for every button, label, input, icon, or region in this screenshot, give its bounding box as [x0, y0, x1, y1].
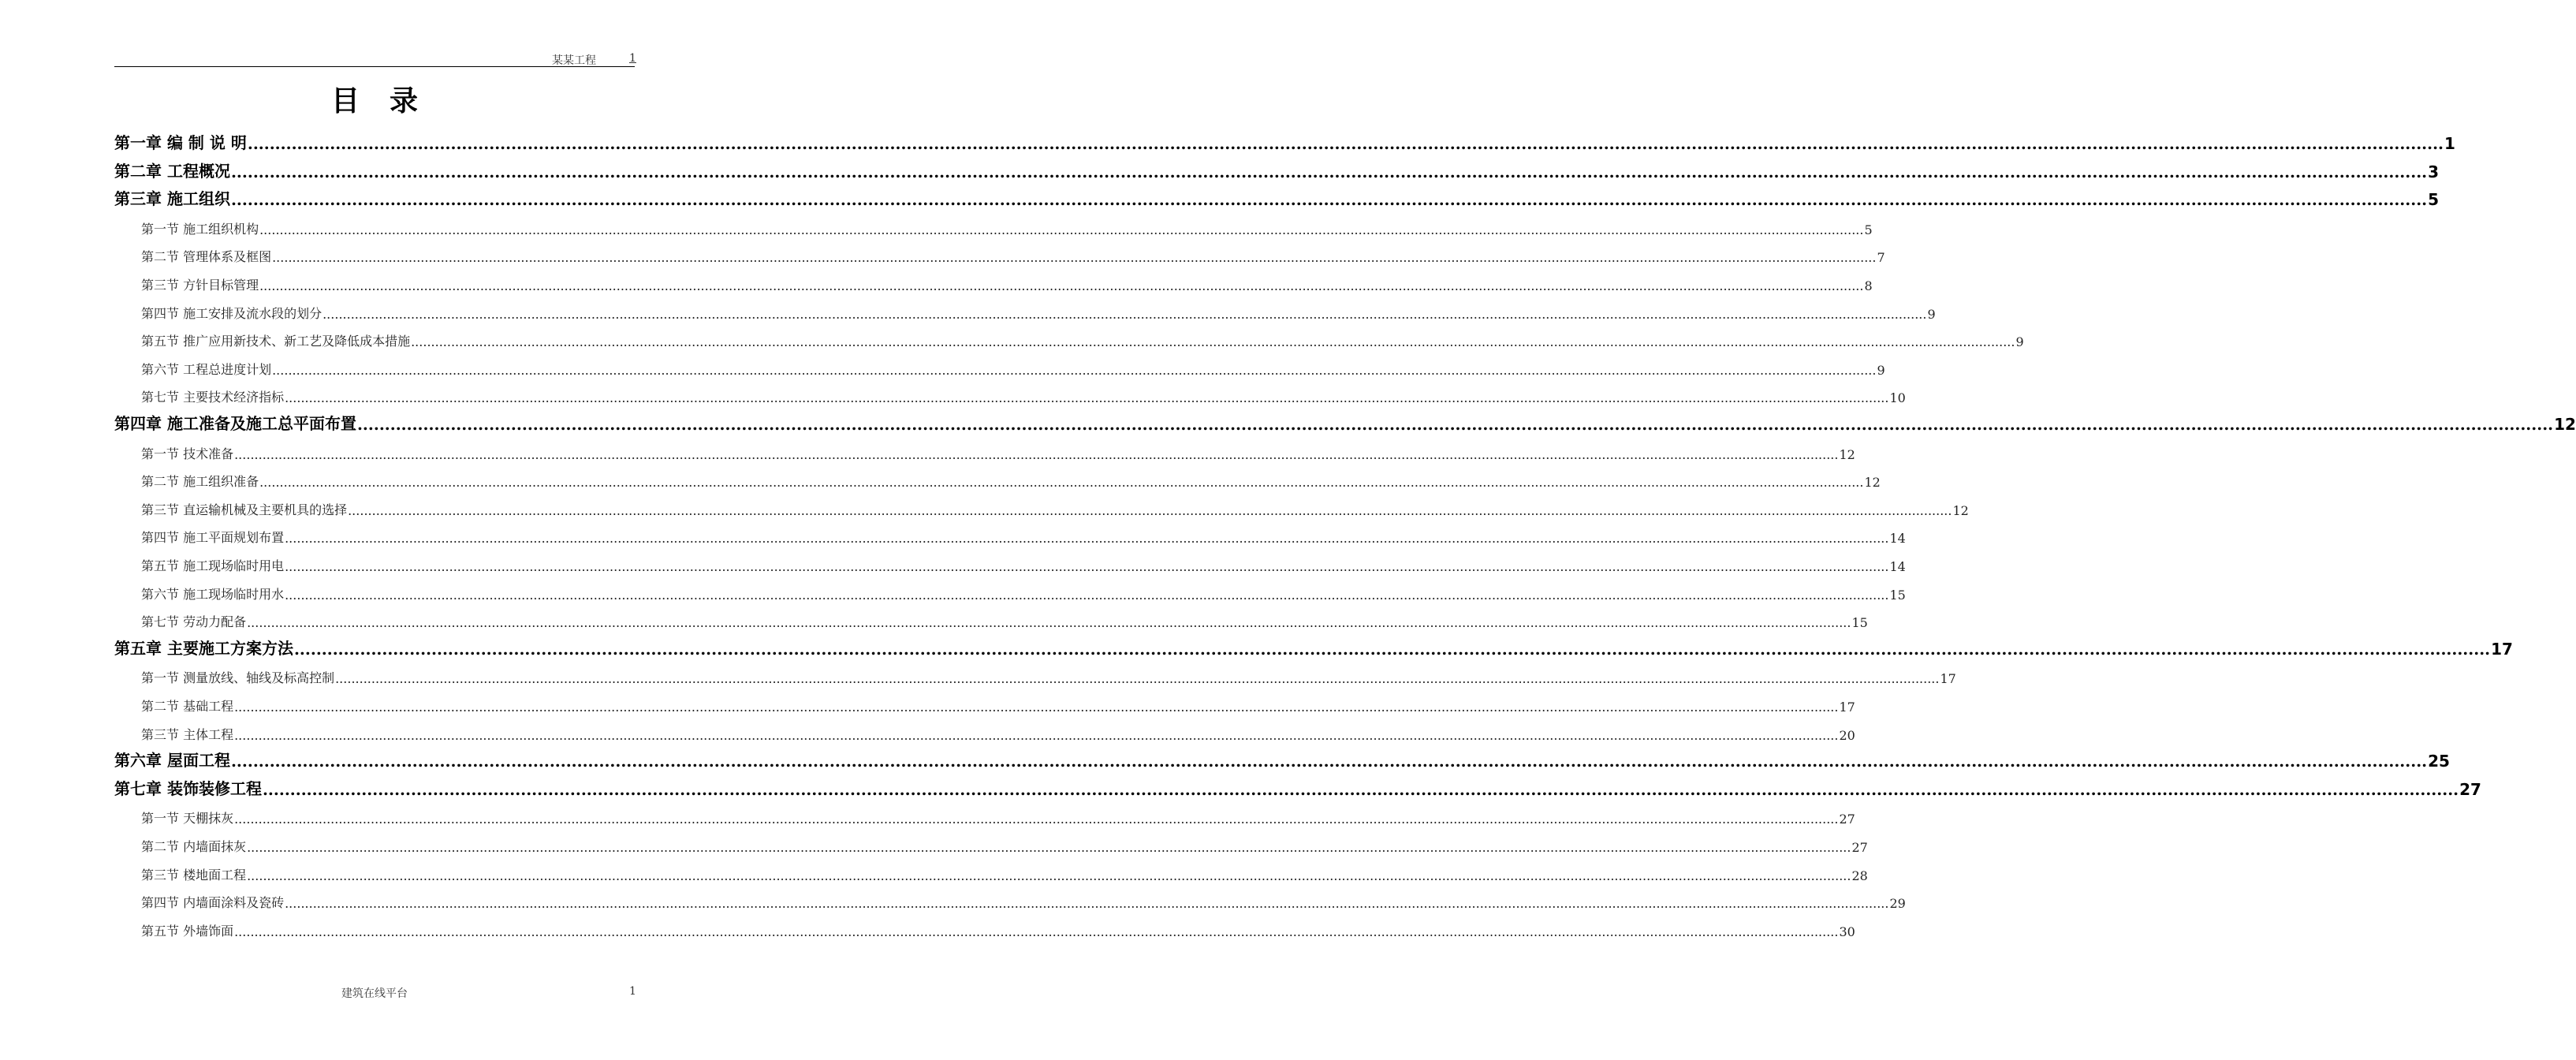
toc-entry-label: 第四节 内墙面涂料及瓷砖 [141, 895, 285, 910]
toc-entry-label: 第七章 装饰装修工程 [114, 779, 262, 798]
toc-entry-label: 第三节 方针目标管理 [141, 278, 259, 293]
toc-section-entry[interactable] [141, 332, 2024, 349]
toc-entry-label: 第一节 测量放线、轴线及标高控制 [141, 670, 335, 685]
toc-section-entry[interactable] [141, 557, 1906, 574]
toc-entry-page: 17 [2491, 640, 2513, 659]
toc-dot-leader: ................................................................................................................................................................................................................................................................................................................................................................................................................ [234, 812, 1839, 827]
toc-dot-leader: ................................................................................................................................................................................................................................................................................................................................................................................................................ [285, 531, 1889, 546]
header-divider [114, 66, 635, 67]
toc-section-entry[interactable] [141, 697, 1855, 715]
toc-entry-page: 12 [2554, 415, 2576, 434]
toc-entry-label: 第三节 主体工程 [141, 727, 234, 742]
toc-chapter-entry[interactable] [114, 777, 2481, 799]
toc-section-entry[interactable] [141, 922, 1855, 939]
toc-entry-page: 25 [2428, 752, 2450, 771]
toc-dot-leader: ................................................................................................................................................................................................................................................................................................................................................................................................................ [285, 896, 1889, 911]
toc-section-entry[interactable] [141, 866, 1868, 883]
toc-entry-page: 15 [1889, 588, 1906, 603]
toc-dot-leader: ................................................................................................................................................................................................................................................................................................................................................................................................................ [272, 250, 1877, 265]
toc-entry-page: 9 [1877, 363, 1885, 378]
toc-section-entry[interactable] [141, 669, 1956, 686]
toc-entry-label: 第二节 内墙面抹灰 [141, 839, 247, 854]
toc-dot-leader: ................................................................................................................................................................................................................................................................................................................................................................................................................ [285, 588, 1889, 603]
toc-section-entry[interactable] [141, 613, 1868, 630]
toc-dot-leader: ................................................................................................................................................................................................................................................................................................................................................................................................................ [230, 752, 2428, 771]
toc-entry-label: 第六节 工程总进度计划 [141, 362, 272, 377]
toc-dot-leader: ................................................................................................................................................................................................................................................................................................................................................................................................................ [247, 840, 1851, 855]
toc-entry-page: 12 [1864, 475, 1881, 490]
toc-dot-leader: ................................................................................................................................................................................................................................................................................................................................................................................................................ [230, 162, 2428, 181]
toc-entry-label: 第三章 施工组织 [114, 189, 230, 208]
toc-entry-page: 28 [1851, 868, 1868, 883]
toc-section-entry[interactable] [141, 501, 1969, 518]
header-project-name: 某某工程 [552, 54, 596, 67]
toc-entry-page: 5 [1864, 222, 1873, 237]
toc-dot-leader: ................................................................................................................................................................................................................................................................................................................................................................................................................ [262, 780, 2459, 799]
toc-entry-label: 第一节 施工组织机构 [141, 222, 259, 237]
toc-dot-leader: ................................................................................................................................................................................................................................................................................................................................................................................................................ [234, 447, 1839, 462]
toc-entry-label: 第二节 基础工程 [141, 699, 234, 714]
footer-page-number: 1 [629, 985, 636, 998]
toc-dot-leader: ................................................................................................................................................................................................................................................................................................................................................................................................................ [356, 415, 2554, 434]
toc-dot-leader: ................................................................................................................................................................................................................................................................................................................................................................................................................ [335, 671, 1940, 686]
toc-entry-page: 15 [1851, 615, 1868, 630]
toc-dot-leader: ................................................................................................................................................................................................................................................................................................................................................................................................................ [247, 615, 1851, 630]
toc-section-entry[interactable] [141, 388, 1906, 405]
toc-dot-leader: ................................................................................................................................................................................................................................................................................................................................................................................................................ [259, 222, 1864, 237]
toc-dot-leader: ................................................................................................................................................................................................................................................................................................................................................................................................................ [234, 924, 1839, 939]
toc-section-entry[interactable] [141, 220, 1873, 237]
toc-entry-label: 第四章 施工准备及施工总平面布置 [114, 414, 356, 433]
toc-dot-leader: ................................................................................................................................................................................................................................................................................................................................................................................................................ [348, 503, 1952, 518]
toc-entry-page: 7 [1877, 250, 1885, 265]
toc-dot-leader: ................................................................................................................................................................................................................................................................................................................................................................................................................ [285, 559, 1889, 574]
toc-chapter-entry[interactable] [114, 159, 2440, 181]
toc-entry-page: 17 [1940, 671, 1956, 686]
toc-chapter-entry[interactable] [114, 187, 2440, 209]
toc-entry-label: 第四节 施工平面规划布置 [141, 530, 285, 545]
toc-entry-label: 第二节 管理体系及框图 [141, 249, 272, 264]
toc-entry-label: 第五章 主要施工方案方法 [114, 639, 293, 658]
toc-entry-page: 10 [1889, 390, 1906, 405]
toc-dot-leader: ................................................................................................................................................................................................................................................................................................................................................................................................................ [285, 390, 1889, 405]
toc-entry-page: 8 [1864, 278, 1873, 293]
toc-section-entry[interactable] [141, 445, 1855, 462]
toc-chapter-entry[interactable] [114, 131, 2455, 153]
toc-entry-label: 第二节 施工组织准备 [141, 474, 259, 489]
toc-entry-label: 第三节 楼地面工程 [141, 868, 247, 883]
toc-entry-label: 第五节 外墙饰面 [141, 924, 234, 939]
toc-section-entry[interactable] [141, 894, 1906, 911]
footer-text: 建筑在线平台 [341, 987, 408, 1000]
toc-chapter-entry[interactable] [114, 412, 2576, 434]
toc-section-entry[interactable] [141, 585, 1906, 603]
toc-entry-label: 第一节 天棚抹灰 [141, 811, 234, 826]
toc-entry-page: 27 [1839, 812, 1855, 827]
toc-entry-page: 27 [2459, 780, 2481, 799]
toc-entry-label: 第一章 编 制 说 明 [114, 133, 247, 152]
toc-entry-label: 第六章 屋面工程 [114, 751, 230, 770]
toc-section-entry[interactable] [141, 276, 1873, 293]
toc-entry-page: 20 [1839, 728, 1855, 743]
toc-dot-leader: ................................................................................................................................................................................................................................................................................................................................................................................................................ [272, 363, 1877, 378]
toc-dot-leader: ................................................................................................................................................................................................................................................................................................................................................................................................................ [322, 307, 1927, 322]
toc-entry-page: 9 [2015, 334, 2024, 349]
toc-section-entry[interactable] [141, 360, 1885, 378]
toc-entry-label: 第七节 主要技术经济指标 [141, 390, 285, 405]
toc-entry-page: 12 [1839, 447, 1855, 462]
toc-entry-page: 30 [1839, 924, 1855, 939]
toc-dot-leader: ................................................................................................................................................................................................................................................................................................................................................................................................................ [247, 868, 1851, 883]
toc-dot-leader: ................................................................................................................................................................................................................................................................................................................................................................................................................ [230, 190, 2428, 209]
toc-entry-label: 第六节 施工现场临时用水 [141, 587, 285, 602]
toc-chapter-entry[interactable] [114, 636, 2513, 659]
header-page-number: 1 [629, 52, 636, 65]
toc-entry-label: 第五节 施工现场临时用电 [141, 558, 285, 573]
toc-dot-leader: ................................................................................................................................................................................................................................................................................................................................................................................................................ [234, 700, 1839, 715]
toc-entry-page: 3 [2428, 162, 2440, 181]
toc-entry-page: 9 [1927, 307, 1936, 322]
toc-section-entry[interactable] [141, 528, 1906, 546]
toc-dot-leader: ................................................................................................................................................................................................................................................................................................................................................................................................................ [247, 134, 2444, 153]
toc-entry-page: 12 [1952, 503, 1969, 518]
toc-title: 目录 [330, 85, 448, 118]
toc-dot-leader: ................................................................................................................................................................................................................................................................................................................................................................................................................ [259, 278, 1864, 293]
toc-entry-label: 第三节 直运输机械及主要机具的选择 [141, 502, 348, 517]
toc-entry-page: 14 [1889, 559, 1906, 574]
toc-dot-leader: ................................................................................................................................................................................................................................................................................................................................................................................................................ [293, 640, 2491, 659]
toc-entry-label: 第一节 技术准备 [141, 446, 234, 461]
toc-chapter-entry[interactable] [114, 748, 2450, 771]
toc-entry-label: 第四节 施工安排及流水段的划分 [141, 306, 322, 321]
toc-section-entry[interactable] [141, 809, 1855, 827]
toc-entry-page: 29 [1889, 896, 1906, 911]
toc-entry-page: 1 [2444, 134, 2455, 153]
toc-entry-page: 14 [1889, 531, 1906, 546]
toc-entry-label: 第二章 工程概况 [114, 162, 230, 181]
toc-section-entry[interactable] [141, 248, 1885, 265]
toc-entry-label: 第七节 劳动力配备 [141, 614, 247, 629]
toc-entry-page: 27 [1851, 840, 1868, 855]
toc-section-entry[interactable] [141, 304, 1936, 322]
toc-entry-page: 17 [1839, 700, 1855, 715]
toc-dot-leader: ................................................................................................................................................................................................................................................................................................................................................................................................................ [411, 334, 2015, 349]
toc-section-entry[interactable] [141, 838, 1868, 855]
toc-dot-leader: ................................................................................................................................................................................................................................................................................................................................................................................................................ [234, 728, 1839, 743]
toc-entry-label: 第五节 推广应用新技术、新工艺及降低成本措施 [141, 334, 411, 349]
toc-entry-page: 5 [2428, 190, 2440, 209]
toc-section-entry[interactable] [141, 472, 1881, 490]
toc-section-entry[interactable] [141, 726, 1855, 743]
toc-dot-leader: ................................................................................................................................................................................................................................................................................................................................................................................................................ [259, 475, 1864, 490]
